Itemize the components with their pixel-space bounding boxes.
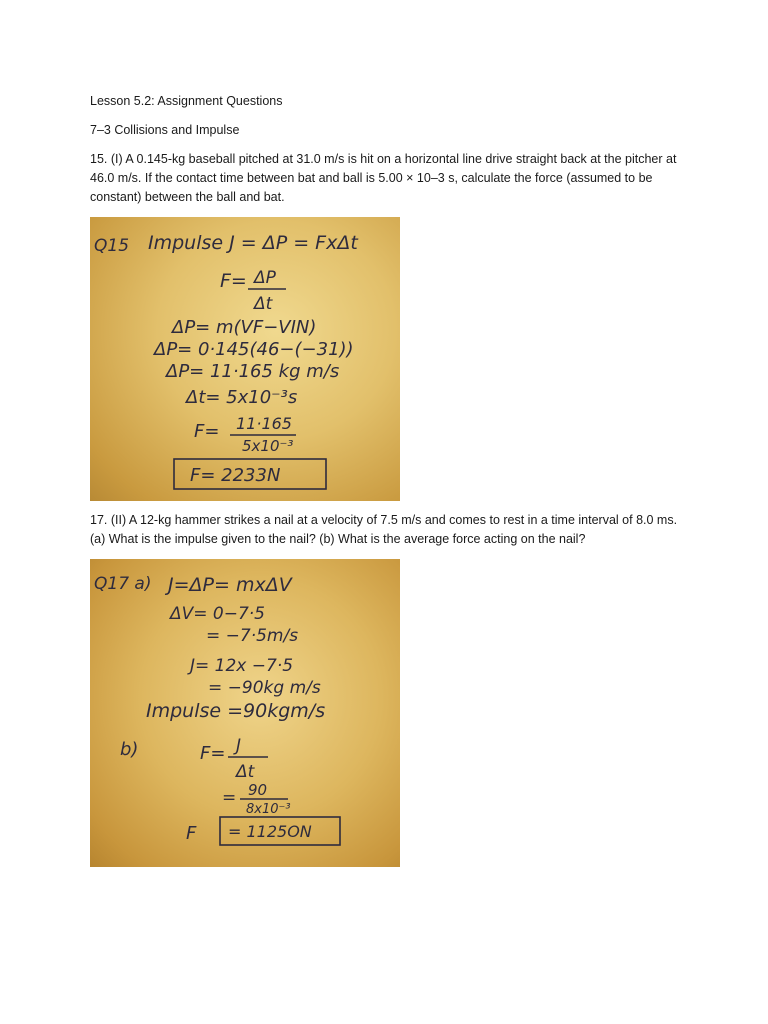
q15-label: Q15 xyxy=(94,236,130,256)
q15-f2-numerator: 11·165 xyxy=(236,414,292,433)
q17-answer-f: F xyxy=(186,823,197,844)
q17-f-lhs: F= xyxy=(200,743,226,764)
q17-label: Q17 a) xyxy=(94,574,152,594)
solution-15-photo xyxy=(90,217,400,501)
solution-15-handwriting xyxy=(90,217,400,501)
q17-dv-line: ΔV= 0−7·5 xyxy=(170,604,266,624)
solution-17-photo xyxy=(90,559,400,867)
q17-j-result: = −90kg m/s xyxy=(208,678,321,698)
q15-f-lhs: F= xyxy=(220,270,247,292)
question-15-text: 15. (I) A 0.145-kg baseball pitched at 31.0 m/s is hit on a horizontal line drive straight back at the pitcher at 46.0 m/s. If the contact time between bat and ball is 5.00 × 10–3 s, calculate the force (assumed to be constant) between the ball and bat. xyxy=(90,152,677,204)
q15-dp-formula: ΔP= m(VF−VIN) xyxy=(172,317,317,338)
q17-part-b-label: b) xyxy=(120,739,139,760)
q17-f2-denominator: 8x10⁻³ xyxy=(246,802,291,817)
q17-dv-result: = −7·5m/s xyxy=(206,626,299,646)
q15-impulse-line: Impulse J = ΔP = FxΔt xyxy=(148,232,358,254)
q17-impulse-formula: J=ΔP= mxΔV xyxy=(168,574,292,596)
q17-f2-numerator: 90 xyxy=(248,781,268,799)
q15-dp-substitution: ΔP= 0·145(46−(−31)) xyxy=(154,339,354,360)
q17-impulse-answer: Impulse =90kgm/s xyxy=(146,700,326,722)
q15-answer: F= 2233N xyxy=(190,465,281,486)
q15-f-numerator: ΔP xyxy=(254,268,276,288)
q17-f-denominator: Δt xyxy=(236,762,255,782)
q17-f-numerator: J xyxy=(236,736,242,756)
q17-equals-sign: = xyxy=(222,788,237,808)
lesson-heading: Lesson 5.2: Assignment Questions xyxy=(90,94,283,108)
q15-dp-result: ΔP= 11·165 kg m/s xyxy=(166,361,340,382)
q17-answer: = 1125ON xyxy=(228,822,312,841)
section-heading: 7–3 Collisions and Impulse xyxy=(90,123,240,137)
q15-f-denominator: Δt xyxy=(254,294,273,314)
q15-f2-lhs: F= xyxy=(194,421,220,442)
q15-f2-denominator: 5x10⁻³ xyxy=(242,437,294,455)
question-17-text: 17. (II) A 12-kg hammer strikes a nail at a velocity of 7.5 m/s and comes to rest in a time interval of 8.0 ms. (a) What is the impulse given to the nail? (b) What is the average force acting on the nail? xyxy=(90,513,678,546)
q17-j-substitution: J= 12x −7·5 xyxy=(190,656,294,676)
q15-dt-value: Δt= 5x10⁻³s xyxy=(186,387,298,408)
solution-17-handwriting xyxy=(90,559,400,867)
